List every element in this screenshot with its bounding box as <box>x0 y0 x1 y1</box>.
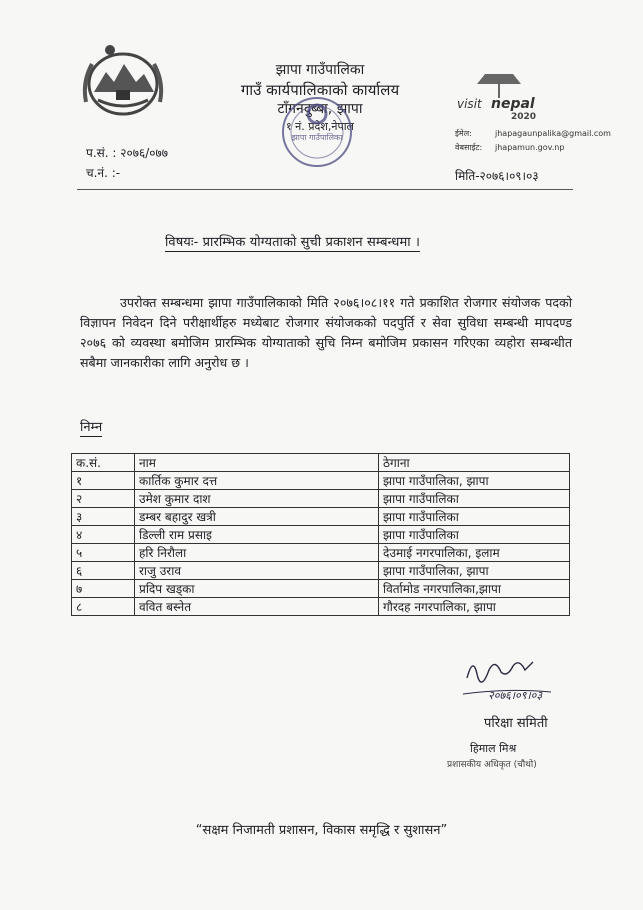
email-address[interactable]: jhapagaunpalika@gmail.com <box>495 129 611 138</box>
header-name: नाम <box>135 454 379 472</box>
list-heading: निम्न <box>80 420 103 435</box>
table-row <box>72 472 570 490</box>
footer-motto: “सक्षम निजामती प्रशासन, विकास समृद्धि र सुशासन” <box>195 823 448 838</box>
header-divider <box>77 189 573 190</box>
address-cell: देउमाई नगरपालिका, इलाम <box>379 544 570 562</box>
visit-text: visit <box>457 97 482 111</box>
table-row <box>72 598 570 616</box>
province: १ नं. प्रदेश,नेपाल <box>285 120 355 133</box>
website-label: वेबसाईट: <box>455 143 483 152</box>
exam-committee: परिक्षा समिती <box>484 716 548 731</box>
visit-nepal-logo <box>455 70 573 122</box>
table-row <box>72 508 570 526</box>
name-cell: उमेश कुमार दाश <box>135 490 379 508</box>
nepal-emblem-icon <box>80 42 166 120</box>
contact-info <box>455 127 611 155</box>
candidate-table <box>71 453 570 616</box>
serial-cell: ५ <box>72 544 135 562</box>
table-row <box>72 490 570 508</box>
signature-date: २०७६।०९।०३ <box>488 689 543 702</box>
dispatch-number: च.नं. :- <box>86 166 121 180</box>
nepal-text: nepal <box>491 96 535 112</box>
name-cell: डिल्ली राम प्रसाइ <box>135 526 379 544</box>
year-text: 2020 <box>511 112 537 122</box>
table-row <box>72 544 570 562</box>
officer-designation: प्रशासकीय अधिकृत (चौथो) <box>447 760 537 770</box>
name-cell: राजु उराव <box>135 562 379 580</box>
name-cell: हरि निरौला <box>135 544 379 562</box>
table-row <box>72 562 570 580</box>
serial-cell: १ <box>72 472 135 490</box>
address-cell: गौरदह नगरपालिका, झापा <box>379 598 570 616</box>
office-name: गाउँ कार्यपालिकाको कार्यालय <box>240 81 400 99</box>
address-cell: झापा गाउँपालिका <box>379 490 570 508</box>
name-cell: ववित बस्नेत <box>135 598 379 616</box>
reference-numbers <box>86 143 168 183</box>
table-row <box>72 580 570 598</box>
serial-cell: ४ <box>72 526 135 544</box>
office-location: टाँगनदुब्बा, झापा <box>277 101 363 117</box>
address-cell: झापा गाउँपालिका, झापा <box>379 472 570 490</box>
table-header-row <box>72 454 570 472</box>
letter-number: प.सं. : २०७६/०७७ <box>86 146 168 160</box>
serial-cell: ७ <box>72 580 135 598</box>
municipality-name: झापा गाउँपालिका <box>275 62 365 78</box>
address-cell: झापा गाउँपालिका <box>379 526 570 544</box>
address-cell: झापा गाउँपालिका, झापा <box>379 562 570 580</box>
name-cell: प्रदिप खड्का <box>135 580 379 598</box>
letter-body: उपरोक्त सम्बन्धमा झापा गाउँपालिकाको मिति २०७६।०८।११ गते प्रकाशित रोजगार संयोजक पदको विज्ञापन निवेदन दिने परीक्षार्थीहरु मध्येबाट रोजगार संयोजकको पदपुर्ति र सेवा सुविधा सम्बन्धी मापदण्ड २०७६ को व्यवस्था बमोजिम प्रारम्भिक योग्याताको सुचि निम्न बमोजिम प्रकासन गरिएका व्यहोरा सम्बन्धीत सबैमा जानकारीका लागि अनुरोध छ । <box>80 295 572 370</box>
website-url[interactable]: jhapamun.gov.np <box>495 143 565 152</box>
name-cell: कार्तिक कुमार दत्त <box>135 472 379 490</box>
serial-cell: ३ <box>72 508 135 526</box>
officer-name: हिमाल मिश्र <box>470 742 517 755</box>
serial-cell: ८ <box>72 598 135 616</box>
table-row <box>72 526 570 544</box>
letter-subject: विषयः- प्रारम्भिक योग्यताको सुची प्रकाशन सम्बन्धमा । <box>165 232 420 252</box>
name-cell: डम्बर बहादुर खत्री <box>135 508 379 526</box>
office-stamp-icon <box>272 92 362 172</box>
serial-cell: २ <box>72 490 135 508</box>
header-address: ठेगाना <box>379 454 570 472</box>
letter-date: मिति-२०७६।०९।०३ <box>455 169 539 183</box>
address-cell: विर्तामोड नगरपालिका,झापा <box>379 580 570 598</box>
header-serial: क.सं. <box>72 454 135 472</box>
address-cell: झापा गाउँपालिका <box>379 508 570 526</box>
email-label: ईमेल: <box>455 129 472 138</box>
serial-cell: ६ <box>72 562 135 580</box>
stamp-text: झापा गाउँपालिका <box>291 133 343 142</box>
